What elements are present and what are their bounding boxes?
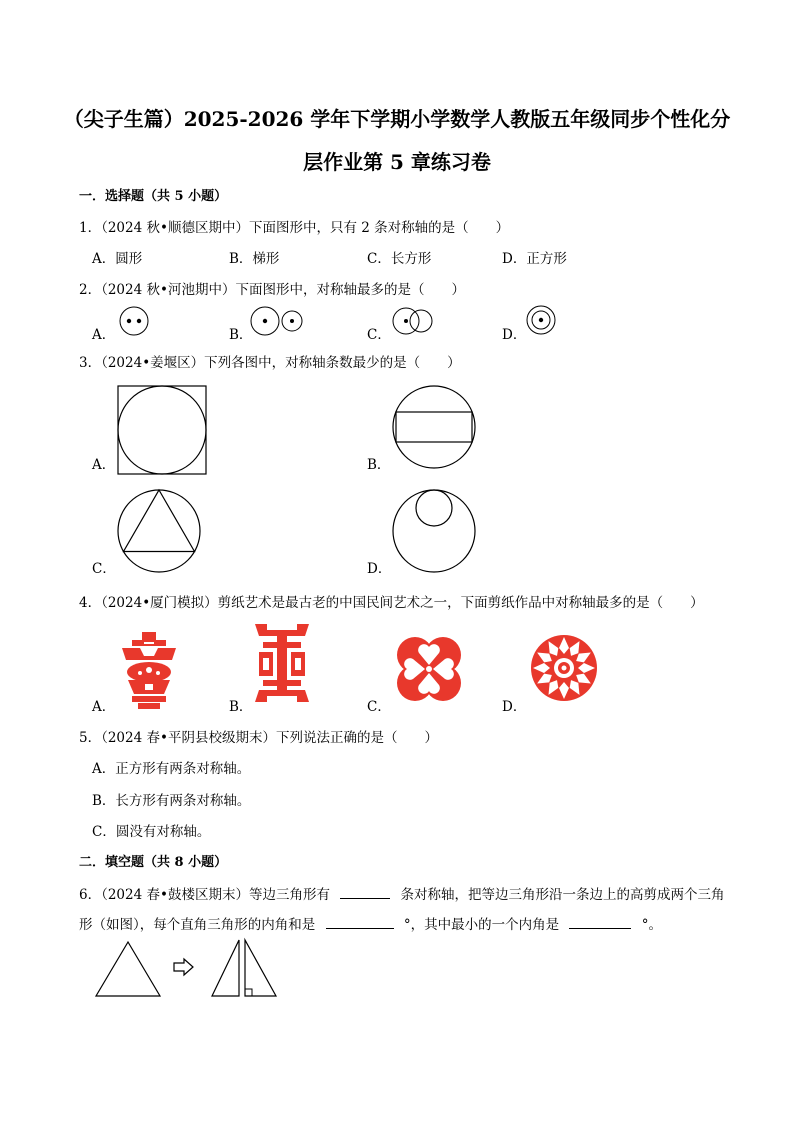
question-3-text: 3．（2024•姜堰区）下列各图中，对称轴条数最少的是（ ） [79, 355, 461, 371]
q5-option-b[interactable]: B．长方形有两条对称轴。 [92, 793, 251, 809]
q3-option-b[interactable]: B． [367, 457, 391, 473]
section-heading-fill-blank: 二．填空题（共 8 小题） [79, 855, 228, 870]
q6-text-part4: °，其中最小的一个内角是 [403, 917, 560, 933]
q3-option-c[interactable]: C． [92, 561, 116, 577]
q6-equilateral-triangle [94, 940, 164, 998]
q1-option-a[interactable]: A．圆形 [92, 251, 143, 267]
q2-option-b[interactable]: B． [229, 327, 253, 343]
q2-figure-d-concentric-circles [525, 304, 557, 336]
q6-text-part3: 形（如图），每个直角三角形的内角和是 [79, 917, 316, 933]
q3-option-d[interactable]: D． [367, 561, 392, 577]
q1-option-b[interactable]: B．梯形 [229, 251, 280, 267]
q2-figure-a-circle-two-dots [117, 306, 151, 336]
question-6-line1 [79, 883, 725, 903]
q1-option-d[interactable]: D．正方形 [502, 251, 567, 267]
q6-blank-angle-sum[interactable] [326, 914, 394, 929]
q3-figure-b-rectangle-in-circle [391, 384, 477, 470]
q4-papercut-c-icon [391, 631, 467, 707]
q3-option-a[interactable]: A． [92, 457, 116, 473]
q6-two-right-triangles [209, 938, 281, 998]
section-heading-choice: 一．选择题（共 5 小题） [79, 189, 228, 204]
q4-papercut-b-icon [253, 622, 311, 704]
q6-text-part2: 条对称轴，把等边三角形沿一条边上的高剪成两个三角 [400, 887, 725, 903]
q5-option-c[interactable]: C．圆没有对称轴。 [92, 824, 211, 840]
q4-option-c[interactable]: C． [367, 699, 391, 715]
q1-option-c[interactable]: C．长方形 [367, 251, 432, 267]
q6-text-part5: °。 [641, 917, 662, 933]
q4-option-a[interactable]: A． [92, 699, 116, 715]
q4-option-b[interactable]: B． [229, 699, 253, 715]
q6-blank-symmetry-axes[interactable] [340, 884, 390, 899]
q5-option-a[interactable]: A．正方形有两条对称轴。 [92, 761, 251, 777]
q3-figure-a-circle-in-square [116, 384, 208, 476]
question-1-text: 1．（2024 秋•顺德区期中）下面图形中，只有 2 条对称轴的是（ ） [79, 220, 510, 236]
q2-figure-c-overlapping-circles [391, 306, 435, 338]
q2-option-d[interactable]: D． [502, 327, 527, 343]
q4-papercut-d-icon [528, 632, 600, 704]
q2-option-a[interactable]: A． [92, 327, 116, 343]
q6-text-part1: 6．（2024 春•鼓楼区期末）等边三角形有 [79, 887, 330, 903]
question-2-text: 2．（2024 秋•河池期中）下面图形中，对称轴最多的是（ ） [79, 282, 465, 298]
q6-arrow-icon [172, 958, 196, 976]
question-5-text: 5．（2024 春•平阴县校级期末）下列说法正确的是（ ） [79, 730, 438, 746]
q4-papercut-a-icon [118, 630, 180, 710]
page-title-line2: 层作业第 5 章练习卷 [303, 150, 491, 174]
q6-blank-smallest-angle[interactable] [569, 914, 631, 929]
question-4-text: 4．（2024•厦门模拟）剪纸艺术是最古老的中国民间艺术之一，下面剪纸作品中对称轴最多的是（ ） [79, 595, 704, 611]
question-6-line2 [79, 913, 662, 933]
q3-figure-d-small-circle-in-circle [391, 488, 477, 574]
q4-option-d[interactable]: D． [502, 699, 527, 715]
q3-figure-c-triangle-in-circle [116, 488, 202, 574]
q2-figure-b-two-circles-dots [250, 306, 306, 338]
q2-option-c[interactable]: C． [367, 327, 391, 343]
page-title-line1: （尖子生篇）2025-2026 学年下学期小学数学人教版五年级同步个性化分 [63, 107, 731, 131]
